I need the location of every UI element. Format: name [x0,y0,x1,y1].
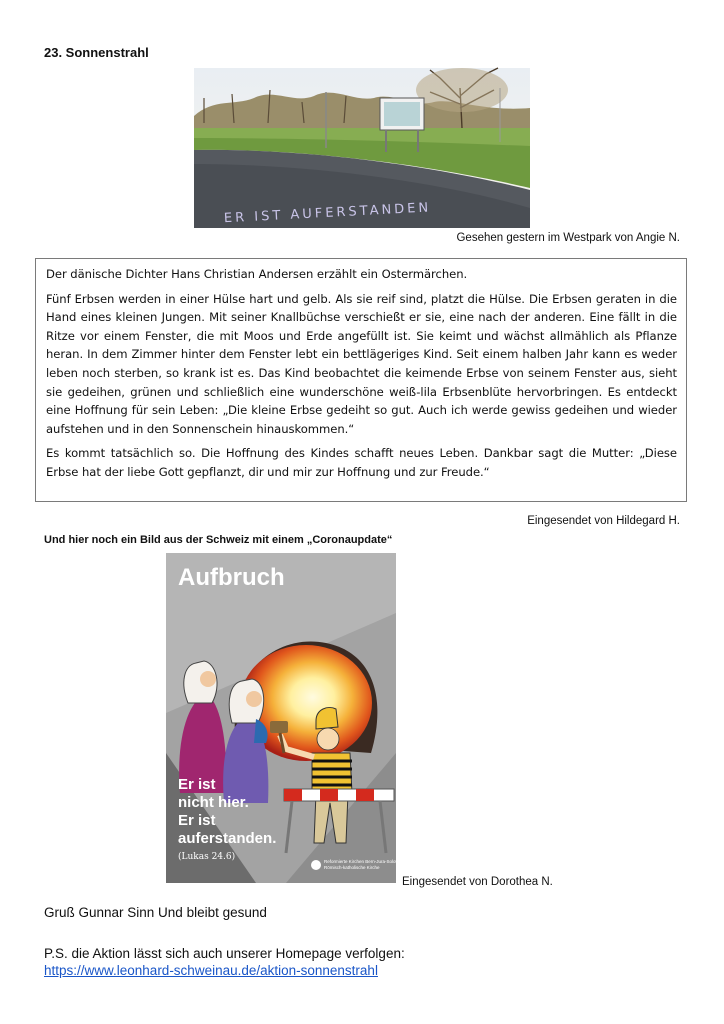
poster-footer-line: Reformierte Kirchen Bern-Jura-Solothurn [324,859,406,864]
chalk-writing: ER IST AUFERSTANDEN [223,200,432,227]
story-paragraph: Der dänische Dichter Hans Christian Andersen erzählt ein Ostermärchen. [46,267,468,281]
poster-caption-dorothea: Eingesendet von Dorothea N. [402,876,553,888]
poster-message-line: nicht hier. [178,794,249,811]
poster-title: Aufbruch [178,564,285,591]
park-photo-drawing [194,68,530,228]
homepage-link[interactable]: https://www.leonhard-schweinau.de/aktion-sonnenstrahl [44,963,378,978]
photo-caption-angie: Gesehen gestern im Westpark von Angie N. [456,232,680,244]
page-heading: 23. Sonnenstrahl [44,45,149,60]
aufbruch-poster [166,553,406,883]
poster-message-line: Er ist [178,812,216,829]
section-subheading: Und hier noch ein Bild aus der Schweiz mit einem „Coronaupdate“ [44,534,393,546]
postscript [44,945,405,979]
poster-reference: (Lukas 24.6) [178,852,236,862]
poster-message-line: auferstanden. [178,830,277,847]
story-paragraph: Es kommt tatsächlich so. Die Hoffnung des Kindes schafft neues Leben. Dankbar sagt die Mutter: „Diese Erbse hat der liebe Gott gepflanzt, dir und mir zur Hoffnung und zur Freude.“ [46,446,677,479]
story-caption-hildegard: Eingesendet von Hildegard H. [527,515,680,527]
story-box [35,258,687,502]
story-paragraph: Fünf Erbsen werden in einer Hülse hart und gelb. Als sie reif sind, platzt die Hülse. Die Erbsen geraten in die Hand eines kleinen Jungen. Mit seiner Knallbüchse verschießt er sie, eine nach der anderen. Eine fällt in die Ritze vor einem Fenster, die mit Moos und Erde angefüllt ist. Sie keimt und wächst allmählich als Pflanze heran. In dem Zimmer hinter dem Fenster lebt ein bettlägeriges Kind. Seit einem halben Jahr kann es weder leben noch sterben, so krank ist es. Das Kind beobachtet die keimende Erbse von seinem Fenster aus, sieht sie gedeihen, grünen und schließlich eine wunderschöne weiß-lila Erbsenblüte hervorbringen. Es entdeckt eine Hoffnung für sein Leben: „Die kleine Erbse gedeiht so gut. Auch ich werde gewiss gedeihen und wieder aufstehen und in den Sonnenschein hinauskommen.“ [46,291,677,436]
postscript-text: P.S. die Aktion lässt sich auch unserer Homepage verfolgen: [44,946,405,961]
poster-message-line: Er ist [178,776,216,793]
park-photo [194,68,530,228]
greeting-line: Gruß Gunnar Sinn Und bleibt gesund [44,905,267,920]
poster-footer-line: Römisch-katholische Kirche [324,865,380,870]
poster-illustration [166,553,406,883]
